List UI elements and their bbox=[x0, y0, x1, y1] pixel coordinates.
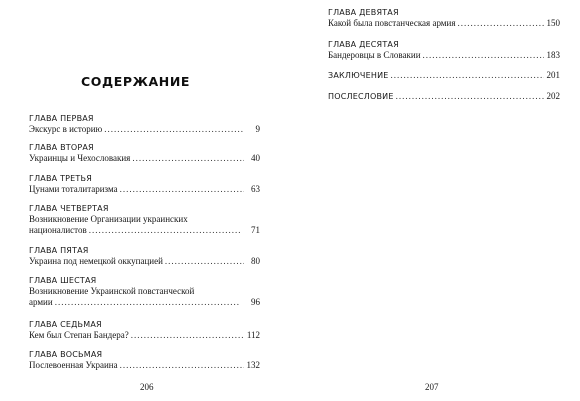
toc-entry-2 bbox=[29, 142, 260, 164]
leader-dots bbox=[89, 225, 240, 236]
chapter-title: Цунами тоталитаризма bbox=[29, 184, 118, 194]
chapter-title: Украинцы и Чехословакия bbox=[29, 153, 131, 163]
chapter-title-line-1: Возникновение Организации украинских bbox=[29, 214, 188, 224]
chapter-heading: ГЛАВА ВОСЬМАЯ bbox=[29, 350, 103, 359]
toc-line bbox=[29, 330, 260, 341]
toc-title: СОДЕРЖАНИЕ bbox=[81, 74, 191, 89]
chapter-title: Украина под немецкой оккупацией bbox=[29, 256, 163, 266]
chapter-heading: ГЛАВА ПЕРВАЯ bbox=[29, 114, 94, 123]
toc-line bbox=[29, 124, 260, 135]
toc-entry-afterword bbox=[328, 91, 560, 102]
leader-dots bbox=[132, 153, 244, 164]
chapter-title-line-2: националистов bbox=[29, 225, 87, 235]
toc-entry-1 bbox=[29, 113, 260, 135]
page-number: 63 bbox=[251, 184, 260, 194]
toc-line bbox=[29, 297, 260, 308]
leader-dots bbox=[391, 70, 544, 81]
right-page bbox=[290, 0, 580, 401]
page-folio: 207 bbox=[425, 382, 439, 392]
page-number: 202 bbox=[546, 91, 560, 101]
toc-line bbox=[29, 286, 260, 297]
leader-dots bbox=[120, 184, 244, 195]
leader-dots bbox=[423, 50, 544, 61]
chapter-heading: ГЛАВА ТРЕТЬЯ bbox=[29, 174, 92, 183]
toc-line bbox=[328, 91, 560, 102]
toc-line bbox=[29, 184, 260, 195]
chapter-heading: ГЛАВА ДЕВЯТАЯ bbox=[328, 8, 399, 17]
page-number: 71 bbox=[251, 225, 260, 235]
toc-line bbox=[328, 18, 560, 29]
chapter-title-line-1: Возникновение Украинской повстанческой bbox=[29, 286, 195, 296]
leader-dots bbox=[55, 297, 240, 308]
chapter-title: ЗАКЛЮЧЕНИЕ bbox=[328, 71, 389, 80]
chapter-heading: ГЛАВА ВТОРАЯ bbox=[29, 143, 94, 152]
page-number: 112 bbox=[246, 330, 260, 340]
toc-line bbox=[29, 360, 260, 371]
chapter-title: Бандеровцы в Словакии bbox=[328, 50, 421, 60]
toc-entry-5 bbox=[29, 245, 260, 267]
chapter-heading: ГЛАВА ШЕСТАЯ bbox=[29, 276, 97, 285]
page-folio: 206 bbox=[140, 382, 154, 392]
leader-dots bbox=[131, 330, 244, 341]
page-number: 150 bbox=[546, 18, 560, 28]
leader-dots bbox=[457, 18, 544, 29]
chapter-heading: ГЛАВА СЕДЬМАЯ bbox=[29, 320, 102, 329]
chapter-title-line-2: армии bbox=[29, 297, 53, 307]
chapter-title: ПОСЛЕСЛОВИЕ bbox=[328, 92, 394, 101]
chapter-title: Послевоенная Украина bbox=[29, 360, 118, 370]
chapter-title: Экскурс в историю bbox=[29, 124, 103, 134]
page-number: 9 bbox=[255, 124, 260, 134]
chapter-heading: ГЛАВА ЧЕТВЕРТАЯ bbox=[29, 204, 109, 213]
page-number: 96 bbox=[251, 297, 260, 307]
leader-dots bbox=[165, 256, 244, 267]
toc-entry-conclusion bbox=[328, 70, 560, 81]
toc-entry-7 bbox=[29, 319, 260, 341]
toc-entry-3 bbox=[29, 173, 260, 195]
toc-line bbox=[29, 214, 260, 225]
page-number: 40 bbox=[251, 153, 260, 163]
chapter-title: Какой была повстанческая армия bbox=[328, 18, 456, 28]
toc-entry-9 bbox=[328, 7, 560, 29]
toc-entry-6 bbox=[29, 275, 260, 308]
leader-dots bbox=[396, 91, 544, 102]
page-number: 132 bbox=[246, 360, 260, 370]
toc-line bbox=[29, 153, 260, 164]
toc-line bbox=[328, 70, 560, 81]
toc-line bbox=[29, 225, 260, 236]
toc-entry-4 bbox=[29, 203, 260, 236]
page-number: 80 bbox=[251, 256, 260, 266]
leader-dots bbox=[120, 360, 244, 371]
chapter-heading: ГЛАВА ДЕСЯТАЯ bbox=[328, 40, 399, 49]
chapter-heading: ГЛАВА ПЯТАЯ bbox=[29, 246, 89, 255]
chapter-title: Кем был Степан Бандера? bbox=[29, 330, 129, 340]
toc-entry-8 bbox=[29, 349, 260, 371]
leader-dots bbox=[104, 124, 244, 135]
page-number: 183 bbox=[546, 50, 560, 60]
toc-line bbox=[29, 256, 260, 267]
toc-line bbox=[328, 50, 560, 61]
toc-entry-10 bbox=[328, 39, 560, 61]
page-number: 201 bbox=[546, 70, 560, 80]
